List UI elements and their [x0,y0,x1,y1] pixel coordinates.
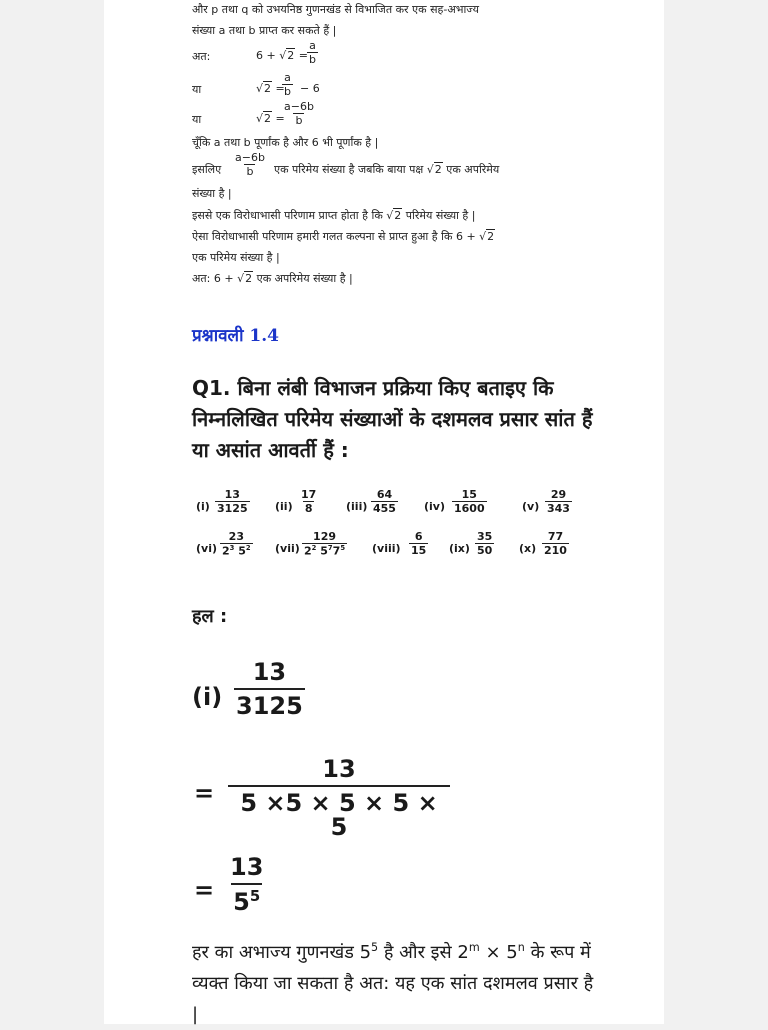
item-label-vi: (vi) [196,542,217,555]
item-fraction-ii: $\frac{17}{8}$ [301,488,317,515]
item-fraction-ix: $\frac{35}{50}$ [477,530,493,557]
solution-fraction-original: $\frac{13}{3125}$ [236,658,303,720]
proof-line-12: अत: 6 + √2 एक अपरिमेय संख्या है | [192,272,353,285]
item-label-iii: (iii) [346,500,368,513]
document-page [104,0,664,1024]
item-label-x: (x) [519,542,537,555]
item-label-ix: (ix) [449,542,470,555]
proof-line-7: एक परिमेय संख्या है जबकि बाया पक्ष √2 एक अपरिमेय [274,163,500,176]
fraction-a-over-b: $\frac{a}{b}$ [309,39,316,66]
solution-fraction-power: $\frac{13}{5^5}$ [230,853,264,916]
item-label-i: (i) [196,500,210,513]
solution-heading: हल : [192,606,228,627]
proof-line-1: और p तथा q को उभयनिष्ठ गुणनखंड से विभाजित कर एक सह-अभाज्य [192,3,479,16]
item-label-v: (v) [522,500,540,513]
item-label-viii: (viii) [372,542,401,555]
equation-3-lhs: √2 = [256,112,285,125]
proof-line-2: संख्या a तथा b प्राप्त कर सकते हैं | [192,24,337,37]
equation-2-lhs: √2 = [256,82,285,95]
item-fraction-vi: $\frac{23}{2^3 5^2}$ [222,530,251,558]
exercise-heading: प्रश्नावली 1.4 [192,326,279,346]
proof-line-6: चूँकि a तथा b पूर्णांक है और 6 भी पूर्णांक है | [192,136,379,149]
proof-line-7a: इसलिए [192,163,222,176]
item-label-iv: (iv) [424,500,445,513]
equation-1-lhs: 6 + √2 = [256,49,308,62]
fraction-a-over-b-2: $\frac{a}{b}$ [284,71,291,98]
solution-fraction-expanded: $\frac{13}{5 \times 5 \times 5 \times 5 \times 5}$ [228,757,450,839]
item-label-vii: (vii) [275,542,300,555]
item-fraction-iv: $\frac{15}{1600}$ [454,488,485,515]
proof-line-11: एक परिमेय संख्या है | [192,251,280,264]
solution-conclusion: हर का अभाज्य गुणनखंड $5^5$ है और इसे 2$^m$ × 5$^n$ के रूप में व्यक्त किया जा सकता है अत: यह एक सांत दशमलव प्रसार है | [192,941,594,1025]
minus-six: − 6 [300,82,320,95]
proof-line-8: संख्या है | [192,187,232,200]
item-fraction-x: $\frac{77}{210}$ [544,530,567,557]
question-text: Q1. बिना लंबी विभाजन प्रक्रिया किए बताइए कि निम्नलिखित परिमेय संख्याओं के दशमलव प्रसार सांत हैं या असांत आवर्ती हैं : [192,376,593,462]
proof-line-10: ऐसा विरोधाभासी परिणाम हमारी गलत कल्पना से प्राप्त हुआ है कि 6 + √2 [192,230,495,243]
equals-sign-1: = [194,779,215,807]
item-fraction-v: $\frac{29}{343}$ [547,488,570,515]
ya-label-1: या [192,83,202,96]
ya-label-2: या [192,113,202,126]
fraction-a-minus-6b-2: $\frac{a-6b}{b}$ [235,151,265,178]
item-fraction-vii: $\frac{129}{2^2 5^77^5}$ [304,530,346,558]
sqrt-symbol: √2 [279,49,295,62]
item-label-ii: (ii) [275,500,293,513]
item-fraction-iii: $\frac{64}{455}$ [373,488,396,515]
proof-line-9: इससे एक विरोधाभासी परिणाम प्राप्त होता है कि √2 परिमेय संख्या है | [192,209,476,222]
solution-label: (i) [192,683,223,711]
equals-sign-2: = [194,876,215,904]
fraction-a-minus-6b: $\frac{a-6b}{b}$ [284,100,314,127]
item-fraction-viii: $\frac{6}{15}$ [411,530,427,557]
ata-label: अत: [192,50,211,63]
item-fraction-i: $\frac{13}{3125}$ [217,488,248,515]
